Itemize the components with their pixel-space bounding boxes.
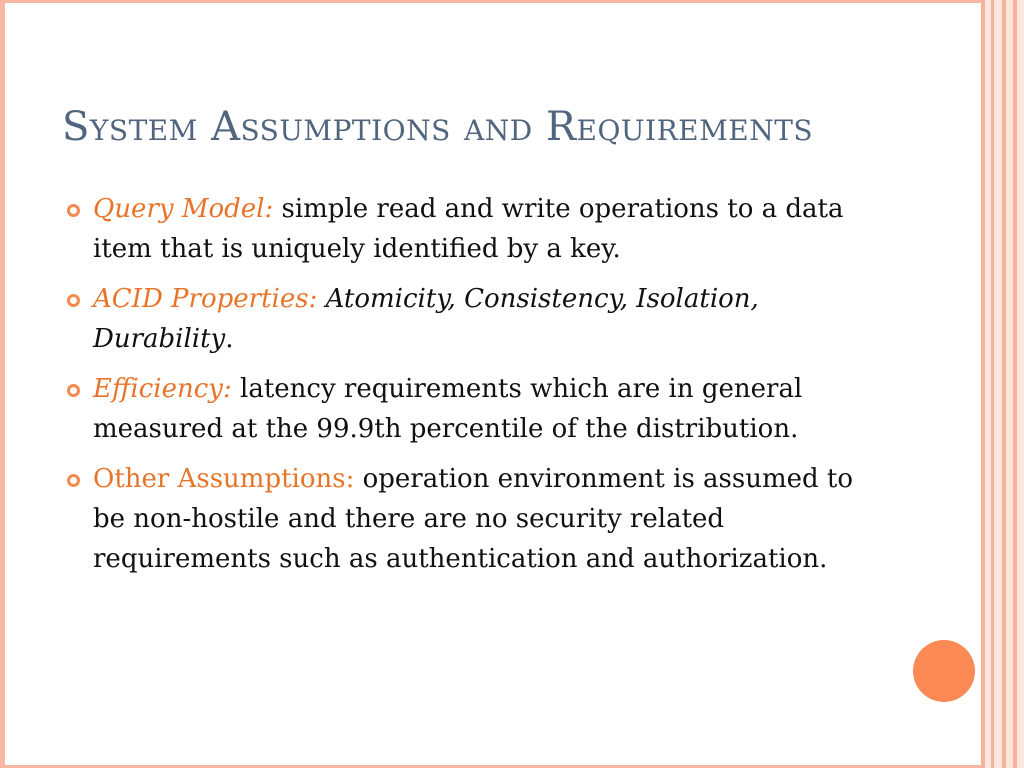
bullet-label: ACID Properties:: [93, 284, 318, 314]
decorative-circle: [913, 640, 975, 702]
right-decor-stripe: [1013, 0, 1017, 768]
bullet-label: Efficiency:: [93, 374, 232, 404]
bullet-label: Other Assumptions:: [93, 464, 355, 494]
bullet-text: latency requirements which are in general measured at the 99.9th percentile of the distribution.: [93, 374, 803, 444]
frame-top-border: [0, 0, 1024, 3]
bullet-text: simple read and write operations to a data item that is uniquely identified by a key.: [93, 194, 844, 264]
circle-bullet-icon: [67, 204, 80, 217]
circle-bullet-icon: [67, 294, 80, 307]
bullet-text: Atomicity, Consistency, Isolation, Durability: [93, 284, 759, 354]
circle-bullet-icon: [67, 384, 80, 397]
bullet-label: Query Model:: [93, 194, 274, 224]
right-decor-stripe: [981, 0, 985, 768]
bullet-list: [65, 189, 885, 589]
slide-title: System Assumptions and Requirements: [62, 104, 814, 150]
list-item: [65, 279, 885, 359]
right-decor-stripe: [991, 0, 994, 768]
frame-left-border: [0, 0, 5, 768]
list-item: [65, 369, 885, 449]
list-item: [65, 189, 885, 269]
list-item: [65, 459, 885, 579]
circle-bullet-icon: [67, 474, 80, 487]
bullet-trailing: .: [225, 324, 234, 354]
right-decor-stripe: [1002, 0, 1006, 768]
bullet-text: operation environment is assumed to be non-hostile and there are no security related requirements such as authentication and authorization.: [93, 464, 854, 574]
